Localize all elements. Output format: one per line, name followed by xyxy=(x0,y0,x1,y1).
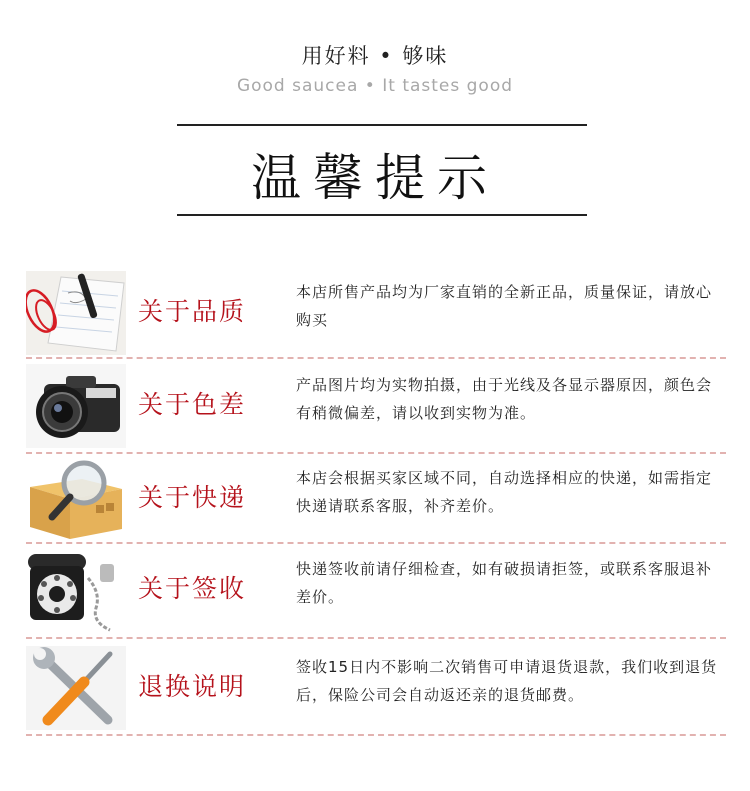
title-bottom-rule xyxy=(177,214,587,216)
notice-desc-quality: 本店所售产品均为厂家直销的全新正品，质量保证，请放心购买 xyxy=(296,283,713,329)
notice-label-delivery: 关于快递 xyxy=(138,483,247,512)
row-divider xyxy=(26,357,726,359)
notice-desc-delivery: 本店会根据买家区域不同，自动选择相应的快递，如需指定快递请联系客服，补齐差价。 xyxy=(296,469,713,515)
box-magnifier-icon xyxy=(26,457,126,541)
row-divider xyxy=(26,637,726,639)
telephone-icon xyxy=(26,548,126,632)
notice-desc-returns: 签收15日内不影响二次销售可申请退货退款，我们收到退货后，保险公司会自动返还亲的退货邮费。 xyxy=(296,658,718,704)
header-subtitle: Good saucea • It tastes good xyxy=(236,76,514,96)
notice-desc-color: 产品图片均为实物拍摄，由于光线及各显示器原因，颜色会有稍微偏差，请以收到实物为准。 xyxy=(296,376,713,422)
tools-icon xyxy=(26,646,126,730)
notice-row-signing xyxy=(0,545,750,635)
header-title: 用好料 • 够味 xyxy=(301,44,449,68)
notice-row-color xyxy=(0,361,750,451)
row-divider xyxy=(26,734,726,736)
banner-title: 温馨提示 xyxy=(251,149,499,207)
notice-label-quality: 关于品质 xyxy=(138,297,247,326)
notice-label-color: 关于色差 xyxy=(138,390,247,419)
notice-label-signing: 关于签收 xyxy=(138,574,247,603)
row-divider xyxy=(26,542,726,544)
notice-row-delivery xyxy=(0,454,750,544)
notice-desc-signing: 快递签收前请仔细检查，如有破损请拒签，或联系客服退补差价。 xyxy=(296,560,713,606)
notice-label-returns: 退换说明 xyxy=(138,672,247,701)
notebook-pen-icon xyxy=(26,271,126,355)
camera-icon xyxy=(26,364,126,448)
notice-row-returns xyxy=(0,643,750,733)
title-top-rule xyxy=(177,124,587,126)
notice-row-quality xyxy=(0,268,750,358)
